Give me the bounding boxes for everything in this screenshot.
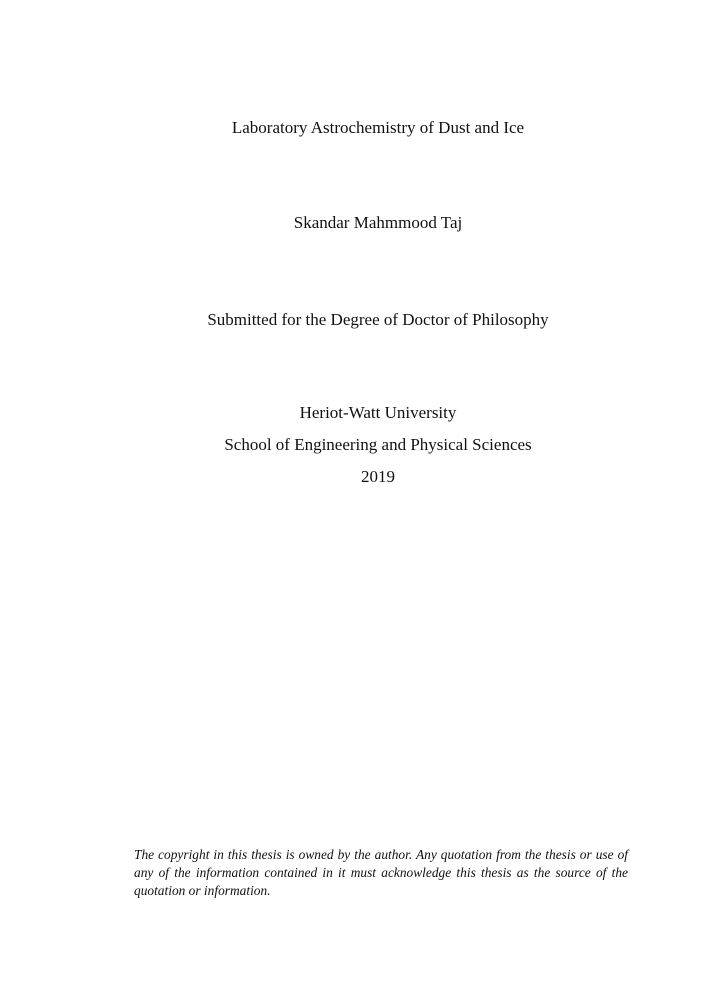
degree-statement: Submitted for the Degree of Doctor of Philosophy	[207, 310, 549, 329]
submission-year: 2019	[361, 467, 395, 486]
school-name: School of Engineering and Physical Sciences	[224, 435, 532, 454]
copyright-notice: The copyright in this thesis is owned by the author. Any quotation from the thesis or use of any of the information contained in it must acknowledge this thesis as the source of the quotation or information.	[134, 847, 628, 898]
thesis-title: Laboratory Astrochemistry of Dust and Ice	[231, 118, 525, 137]
university-name: Heriot-Watt University	[299, 403, 457, 422]
author-name: Skandar Mahmmood Taj	[293, 213, 463, 232]
